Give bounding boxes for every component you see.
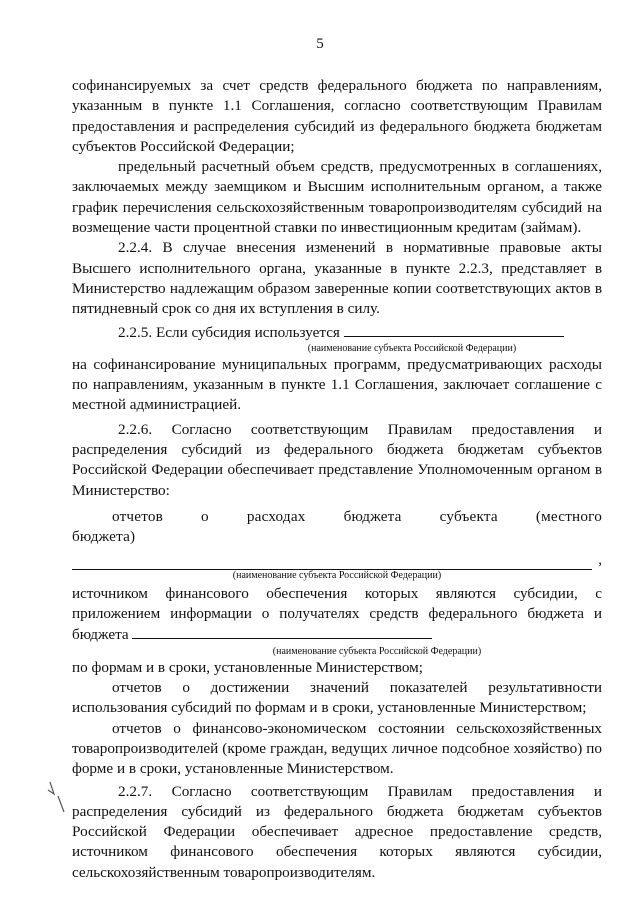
- paragraph-2-2-4: 2.2.4. В случае внесения изменений в нормативные правовые акты Высшего исполнительного органа, указанные в пункте 2.2.3, представляет в Министерство надлежащим образом заверенные копии соответствующих актов в пятидневный срок со дня их вступления в силу.: [72, 239, 602, 318]
- paragraph-forms-terms: по формам и в сроки, установленные Министерством;: [72, 658, 423, 676]
- field-caption: (наименование субъекта Российской Федерации): [307, 342, 517, 354]
- pen-mark-icon: [44, 776, 72, 816]
- paragraph-1: софинансируемых за счет средств федерального бюджета по направлениям, указанным в пункте 1.1 Соглашения, согласно соответствующим Правилам предоставления и распределения субсидий из федерального бюджета бюджетам субъектов Российской Федерации;: [72, 77, 602, 155]
- field-caption: (наименование субъекта Российской Федерации): [272, 645, 482, 657]
- reports-sources-text: источником финансового обеспечения которых являются субсидии, с приложением информации о получателях средств федерального бюджета и бюджета: [72, 584, 602, 644]
- paragraph-2: предельный расчетный объем средств, предусмотренных в соглашениях, заключаемых между заемщиком и Высшим исполнительным органом, а также график перечисления сельскохозяйственным товаропроизводителям субсидий на возмещение части процентной ставки по инвестиционным кредитам (займам).: [72, 158, 602, 237]
- paragraph-2-2-5-lead: [72, 322, 602, 343]
- clause-2-2-5-text: 2.2.5. Если субсидия используется: [118, 323, 340, 341]
- paragraph-2-2-5-rest: на софинансирование муниципальных программ, предусматривающих расходы по направлениям, указанным в пункте 1.1 Соглашения, заключает соглашение с местной администрацией.: [72, 355, 602, 414]
- paragraph-reports-financial: отчетов о финансово-экономическом состоянии сельскохозяйственных товаропроизводителей (кроме граждан, ведущих личное подсобное хозяйство) по форме и в сроки, установленные Министерством.: [72, 719, 602, 778]
- fill-in-blank: [132, 624, 432, 639]
- field-caption: (наименование субъекта Российской Федерации): [232, 569, 442, 581]
- paragraph-2-2-6: 2.2.6. Согласно соответствующим Правилам предоставления и распределения субсидий из федерального бюджета бюджетам субъектов Российской Федерации обеспечивает представление Уполномоченным органом в Министерство:: [72, 420, 602, 499]
- comma: ,: [598, 550, 602, 568]
- paragraph-reports-expenses: отчетов о расходах бюджета субъекта (местного бюджета): [72, 507, 602, 546]
- blank-line-row: [72, 550, 602, 570]
- document-body: [72, 76, 602, 883]
- page-number: 5: [316, 36, 324, 52]
- paragraph-reports-sources: [72, 584, 602, 646]
- paragraph-reports-indicators: отчетов о достижении значений показателей результативности использования субсидий по формам и в сроки, установленные Министерством;: [72, 679, 602, 717]
- fill-in-line: [72, 555, 592, 570]
- fill-in-blank: [344, 322, 564, 337]
- paragraph-2-2-7: 2.2.7. Согласно соответствующим Правилам предоставления и распределения субсидий из федерального бюджета бюджетам субъектов Российской Федерации обеспечивает адресное предоставление средств, источником финансового обеспечения которых являются субсидии, сельскохозяйственным товаропроизводителям.: [72, 782, 602, 881]
